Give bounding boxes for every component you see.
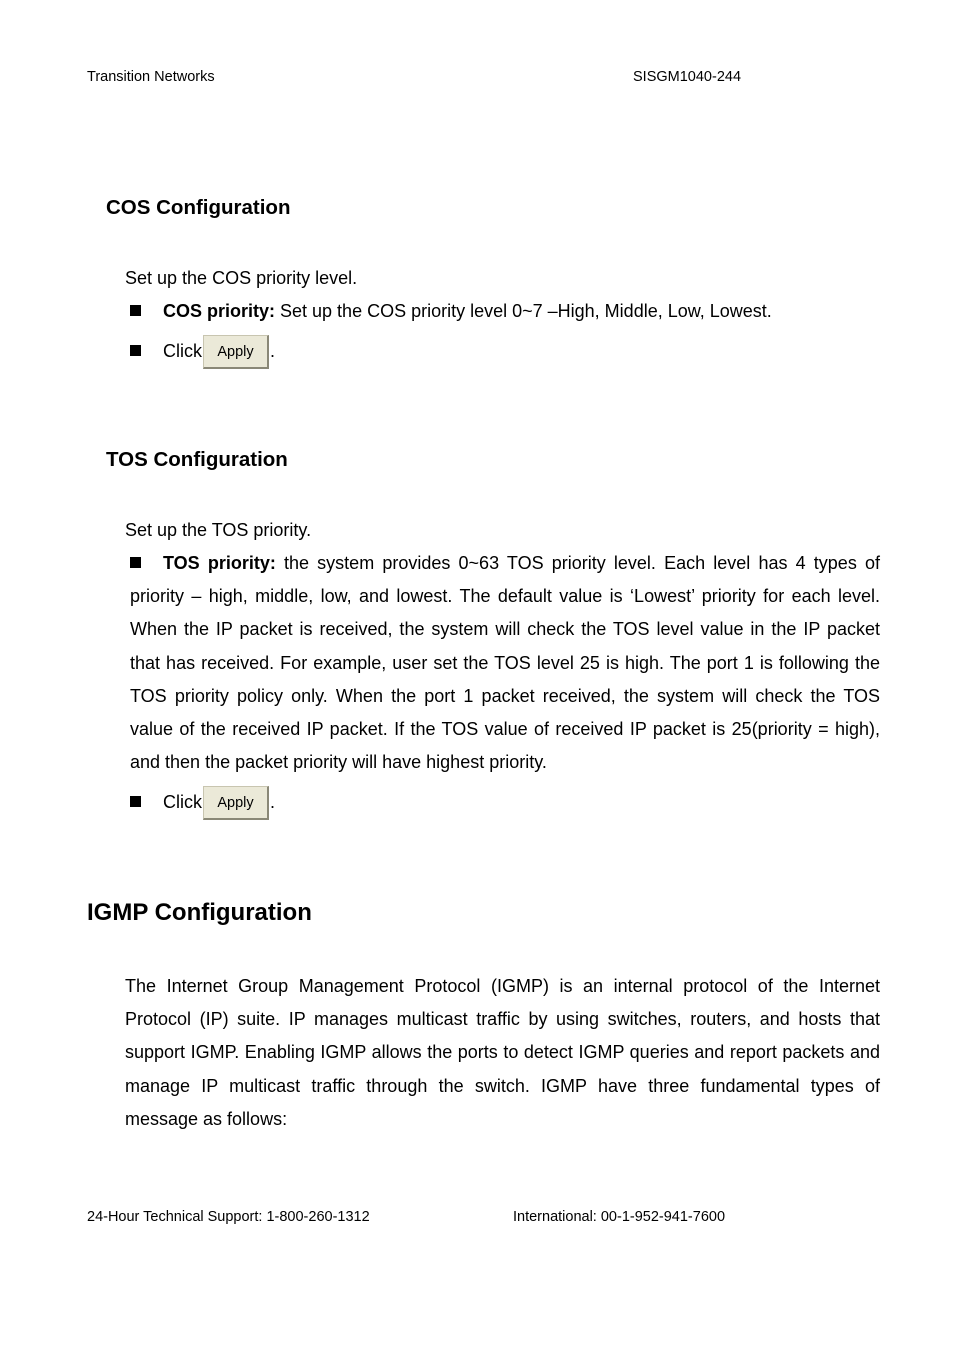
cos-heading: COS Configuration (106, 196, 291, 219)
igmp-paragraph: The Internet Group Management Protocol (IGMP) is an internal protocol of the Internet Protocol (IP) suite. IP manages multicast traffic by using switches, routers, and hosts that support IGMP. Enabling IGMP allows the ports to detect IGMP queries and report packets and manage IP multicast traffic through the switch. IGMP have three fundamental types of message as follows: (125, 976, 880, 1129)
tos-apply-button[interactable]: Apply (203, 786, 269, 820)
tos-period: . (270, 791, 276, 812)
tos-click-text: Click (163, 791, 202, 812)
cos-priority-label: COS priority: (163, 301, 276, 321)
tos-click-bullet (130, 786, 275, 820)
cos-priority-bullet (130, 301, 772, 322)
tos-priority-label: TOS priority: (163, 553, 276, 573)
bullet-square-icon (130, 557, 141, 568)
tos-priority-text: the system provides 0~63 TOS priority level. Each level has 4 types of priority – high, middle, low, and lowest. The default value is ‘Lowest’ priority for each level. When the IP packet is received, the system will check the TOS level value in the IP packet that has received. For example, user set the TOS level 25 is high. The port 1 is following the TOS priority policy only. When the port 1 packet received, the system will check the TOS value of the received IP packet. If the TOS value of received IP packet is 25(priority = high), and then the packet priority will have highest priority. (130, 553, 880, 773)
igmp-heading: IGMP Configuration (87, 899, 312, 926)
cos-click-bullet (130, 335, 275, 369)
cos-period: . (270, 340, 276, 361)
bullet-square-icon (130, 345, 141, 356)
tos-priority-bullet (130, 547, 880, 779)
bullet-square-icon (130, 796, 141, 807)
cos-apply-button[interactable]: Apply (203, 335, 269, 369)
cos-intro: Set up the COS priority level. (125, 268, 358, 288)
tos-intro: Set up the TOS priority. (125, 520, 312, 540)
tos-heading: TOS Configuration (106, 448, 288, 471)
cos-click-text: Click (163, 340, 202, 361)
header-model: SISGM1040-244 (633, 69, 742, 85)
bullet-square-icon (130, 305, 141, 316)
footer-international: International: 00-1-952-941-7600 (513, 1209, 726, 1225)
footer-support: 24-Hour Technical Support: 1-800-260-1312 (87, 1209, 370, 1225)
header-company: Transition Networks (87, 69, 215, 85)
cos-priority-text: Set up the COS priority level 0~7 –High, Middle, Low, Lowest. (275, 301, 772, 321)
